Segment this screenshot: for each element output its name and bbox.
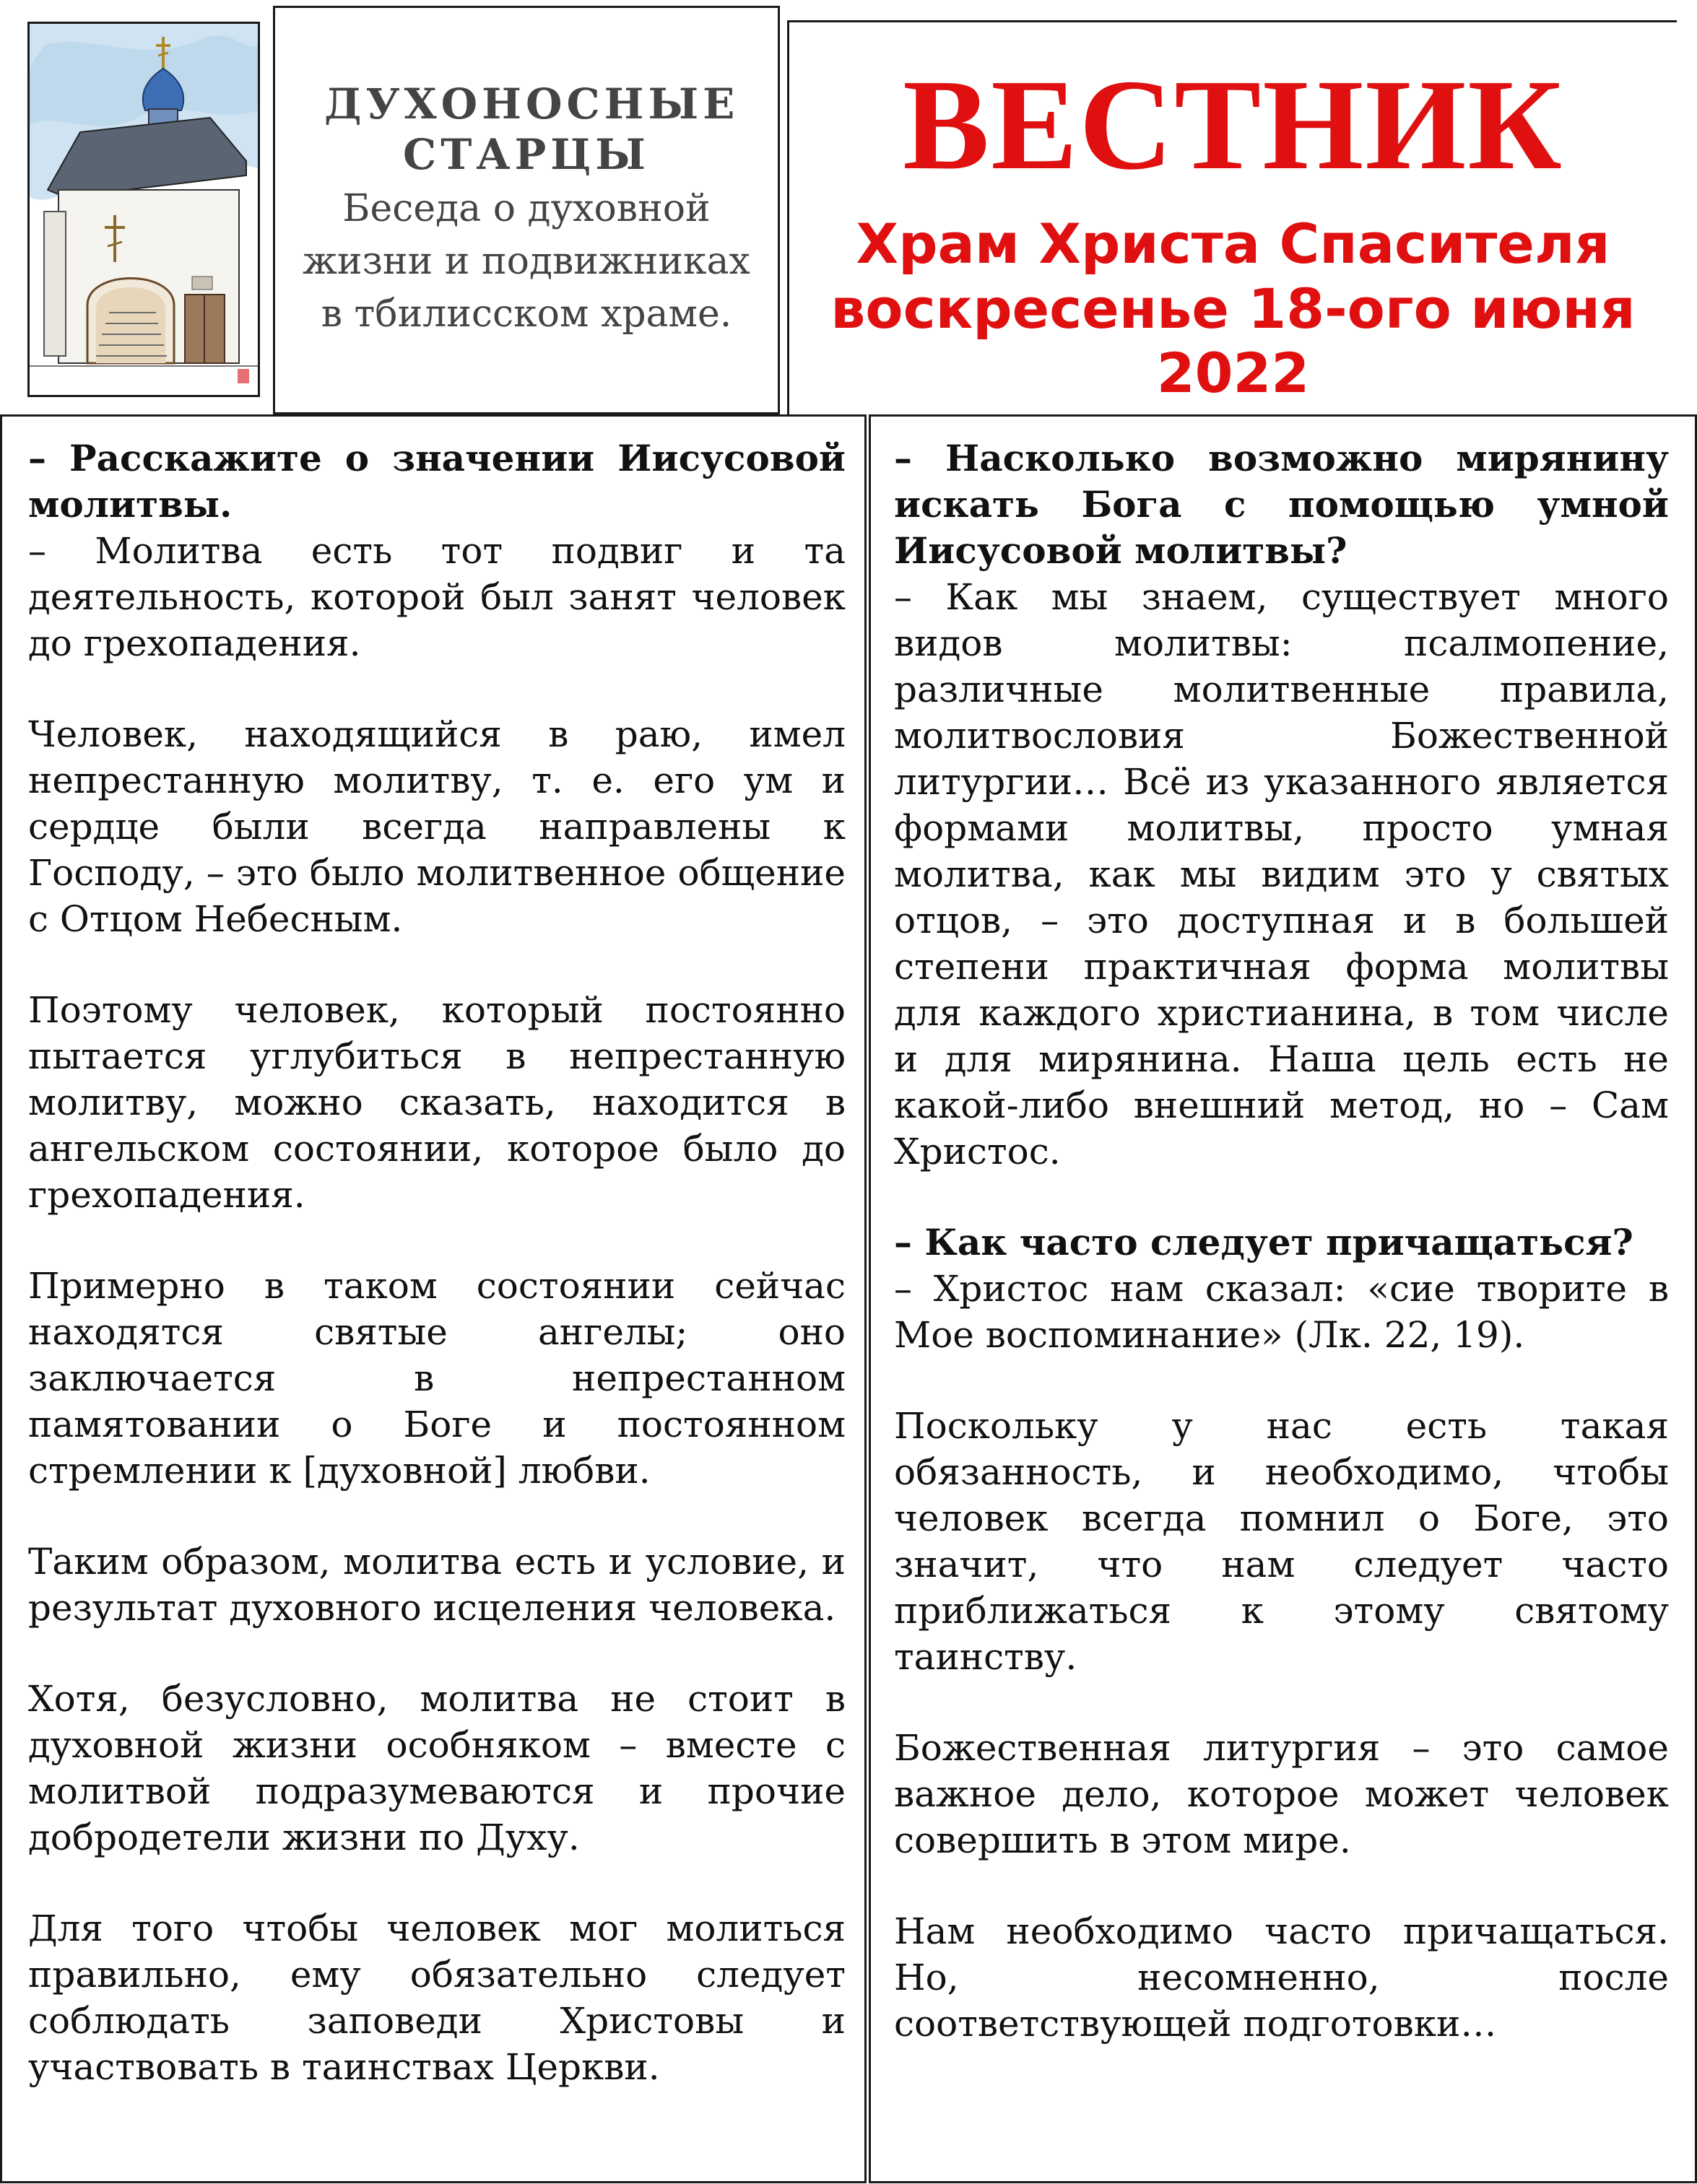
masthead-title: ВЕСТНИК xyxy=(903,53,1563,196)
church-illustration xyxy=(27,22,260,397)
left-qa-1 xyxy=(28,435,846,666)
left-paragraph-2: Человек, находящийся в раю, имел непрестанную молитву, т. е. его ум и сердце были всегда направлены к Господу, – это было молитвенное общение с Отцом Небесным. xyxy=(28,713,846,940)
masthead-date: воскресенье 18-ого июня xyxy=(830,276,1636,341)
left-column xyxy=(0,414,867,2183)
right-paragraph-3: Поскольку у нас есть такая обязанность, и необходимо, чтобы человек всегда помнил о Боге, это значит, что нам следует часто приближаться к этому святому таинству. xyxy=(894,1405,1669,1678)
masthead-church-name: Храм Христа Спасителя xyxy=(856,212,1610,276)
right-question-2: – Как часто следует причащаться? xyxy=(894,1221,1633,1263)
left-paragraph-3: Поэтому человек, который постоянно пытается углубиться в непрестанную молитву, можно сказать, находится в ангельском состоянии, которое было до грехопадения. xyxy=(28,989,846,1216)
masthead-year: 2022 xyxy=(1156,341,1310,406)
right-question-1: – Насколько возможно мирянину искать Бога с помощью умной Иисусовой молитвы? xyxy=(894,437,1669,572)
right-answer-1: – Как мы знаем, существует много видов молитвы: псалмопение, различные молитвенные правила, молитвословия Божественной литургии… Всё из указанного является формами молитвы, просто умная молитва, как мы видим это у святых отцов, – это доступная и в большей степени практичная форма молитвы для каждого христианина, в том числе и для мирянина. Наша цель есть не какой-либо внешний метод, но – Сам Христос. xyxy=(894,576,1669,1173)
right-qa-2 xyxy=(894,1219,1669,1358)
left-paragraph-5: Таким образом, молитва есть и условие, и результат духовного исцеления человека. xyxy=(28,1541,846,1629)
left-paragraph-4: Примерно в таком состоянии сейчас находятся святые ангелы; оно заключается в непрестанном памятовании о Боге и постоянном стремлении к [духовной] любви. xyxy=(28,1265,846,1492)
masthead-box xyxy=(781,6,1677,414)
right-qa-1 xyxy=(894,435,1669,1175)
left-question-1: – Расскажите о значении Иисусовой молитвы. xyxy=(28,437,846,526)
header-caption-box xyxy=(273,6,780,414)
right-column xyxy=(869,414,1697,2183)
left-paragraph-6: Хотя, безусловно, молитва не стоит в духовной жизни особняком – вместе с молитвой подразумеваются и прочие добродетели жизни по Духу. xyxy=(28,1678,846,1858)
left-answer-1: – Молитва есть тот подвиг и та деятельность, которой был занят человек до грехопадения. xyxy=(28,530,846,664)
masthead-frame xyxy=(787,20,1677,414)
caption-subtitle: Беседа о духовной жизни и подвижниках в тбилисском храме. xyxy=(303,187,750,336)
left-paragraph-7: Для того чтобы человек мог молиться правильно, ему обязательно следует соблюдать заповеди Христовы и участвовать в таинствах Церкви. xyxy=(28,1907,846,2088)
right-answer-2: – Христос нам сказал: «сие творите в Мое воспоминание» (Лк. 22, 19). xyxy=(894,1268,1669,1356)
right-paragraph-5: Нам необходимо часто причащаться. Но, несомненно, после соответствующей подготовки… xyxy=(894,1910,1669,2045)
church-watercolor-image xyxy=(30,24,258,395)
caption-title: ДУХОНОСНЫЕ СТАРЦЫ xyxy=(324,79,739,179)
right-paragraph-4: Божественная литургия – это самое важное дело, которое может человек совершить в этом мире. xyxy=(894,1727,1669,1861)
